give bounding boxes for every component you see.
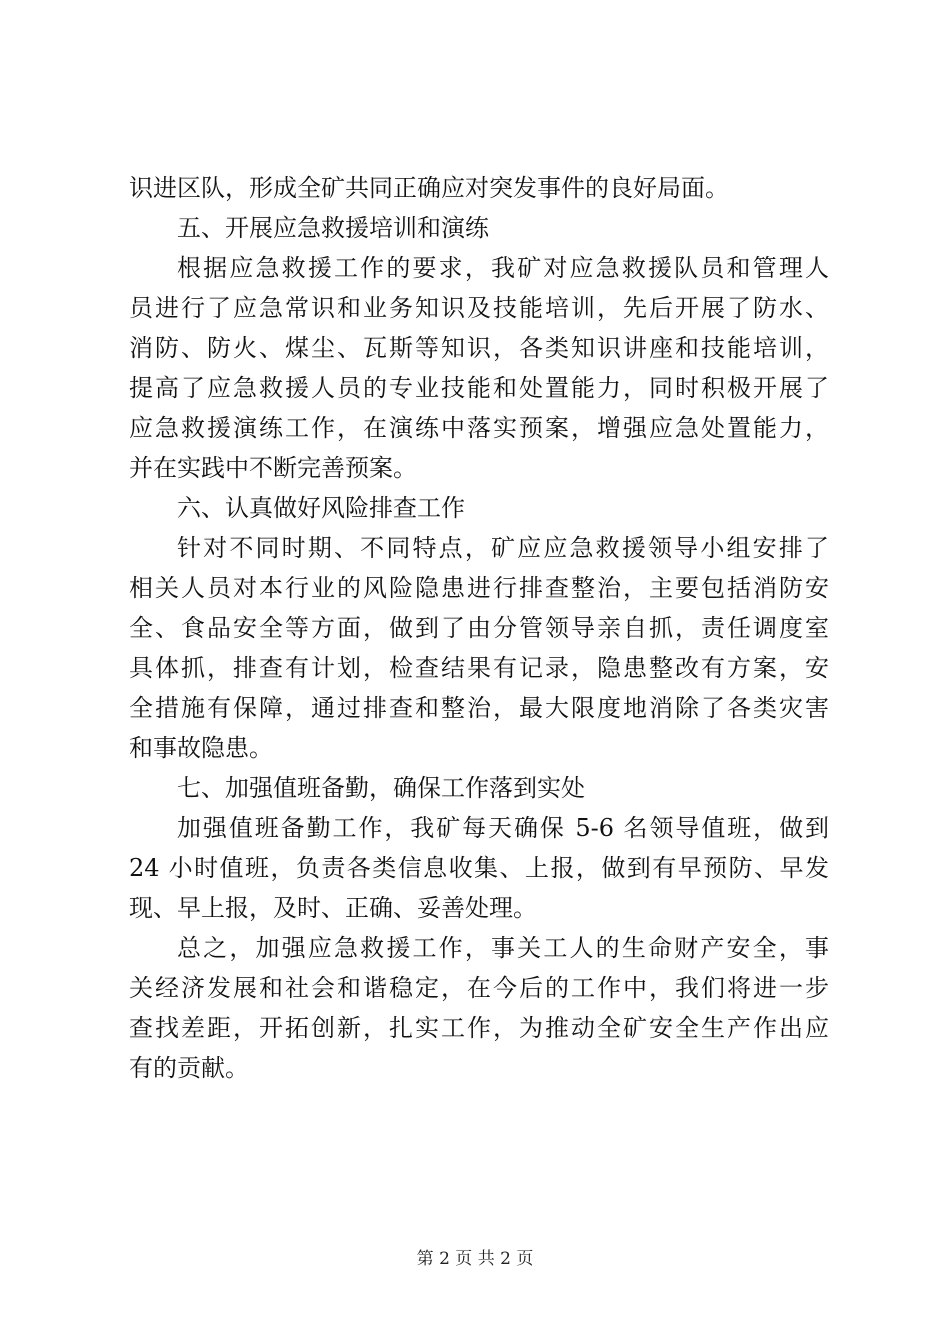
text-line: 查找差距，开拓创新，扎实工作，为推动全矿安全生产作出应 xyxy=(129,1014,829,1042)
text-line: 消防、防火、煤尘、瓦斯等知识，各类知识讲座和技能培训， xyxy=(129,334,829,362)
text-line: 识进区队，形成全矿共同正确应对突发事件的良好局面。 xyxy=(129,174,729,202)
text-line: 员进行了应急常识和业务知识及技能培训，先后开展了防水、 xyxy=(129,294,829,322)
text-line: 全措施有保障，通过排查和整治，最大限度地消除了各类灾害 xyxy=(129,694,829,722)
text-line: 有的贡献。 xyxy=(129,1054,249,1082)
text-line: 现、早上报，及时、正确、妥善处理。 xyxy=(129,894,537,922)
text-line: 总之，加强应急救援工作，事关工人的生命财产安全，事 xyxy=(177,934,829,962)
text-line: 根据应急救援工作的要求，我矿对应急救援队员和管理人 xyxy=(177,254,829,282)
text-line: 加强值班备勤工作，我矿每天确保 5-6 名领导值班，做到 xyxy=(177,814,829,842)
text-line: 关经济发展和社会和谐稳定，在今后的工作中，我们将进一步 xyxy=(129,974,829,1002)
text-line: 提高了应急救援人员的专业技能和处置能力，同时积极开展了 xyxy=(129,374,829,402)
section-heading: 六、认真做好风险排查工作 xyxy=(177,494,465,522)
text-line: 和事故隐患。 xyxy=(129,734,273,762)
text-line: 全、食品安全等方面，做到了由分管领导亲自抓，责任调度室 xyxy=(129,614,829,642)
section-heading: 七、加强值班备勤，确保工作落到实处 xyxy=(177,774,585,802)
document-body xyxy=(129,168,829,1088)
text-line: 并在实践中不断完善预案。 xyxy=(129,454,417,482)
text-line: 相关人员对本行业的风险隐患进行排查整治，主要包括消防安 xyxy=(129,574,829,602)
text-line: 针对不同时期、不同特点，矿应应急救援领导小组安排了 xyxy=(177,534,829,562)
text-line: 24 小时值班，负责各类信息收集、上报，做到有早预防、早发 xyxy=(129,854,829,882)
text-line: 应急救援演练工作，在演练中落实预案，增强应急处置能力， xyxy=(129,414,829,442)
text-line: 具体抓，排查有计划，检查结果有记录，隐患整改有方案，安 xyxy=(129,654,829,682)
section-heading: 五、开展应急救援培训和演练 xyxy=(177,214,489,242)
page-footer: 第 2 页 共 2 页 xyxy=(416,1249,534,1269)
